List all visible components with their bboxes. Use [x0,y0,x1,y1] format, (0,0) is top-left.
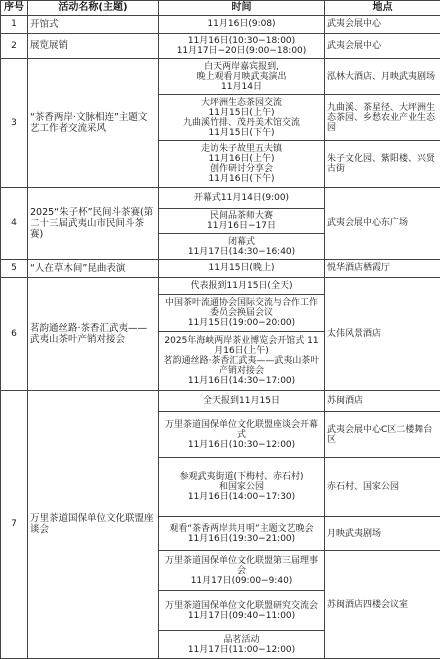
event-time: 民间品茶师大赛 11月16日−17日 [159,209,325,234]
event-name: 茗韵通丝路·茶香汇武夷——武夷山茶叶产销对接会 [28,277,159,390]
event-place: 苏闽酒店四楼会议室 [325,551,440,659]
header-no: 序号 [1,1,28,16]
event-place: 九曲溪、茶星径、大坪洲生态茶园、乡愁农业产业生态园 [325,94,440,140]
event-time: 2025年海峡两岸茶业博览会开馆式 11月16日(上午) 茗韵通丝路·茶香汇武夷——武夷山茶叶产销对接会 11月16日(14:30−17:00) [159,331,325,390]
event-place: 悦华酒店栖霞厅 [325,259,440,277]
event-time: 观看“茶香两岸共月明”主题文艺晚会 11月16日(19:30−21:00) [159,517,325,551]
table-row [1,33,440,58]
event-time: 参观武夷街道(下梅村、赤石村) 和国家公园 11月16日(14:00−17:30) [159,458,325,517]
event-time: 万里茶道国保单位文化联盟第三届理事会 11月17日(09:00−9:40) [159,551,325,591]
event-time: 闭幕式 11月17日(14:30−16:40) [159,234,325,259]
table-row [1,259,440,277]
row-number: 3 [1,59,28,188]
row-number: 6 [1,277,28,390]
event-time: 万里茶道国保单位文化联盟研究交流会 11月17日(09:40−11:00) [159,591,325,631]
event-time: 大坪洲生态茶园交流 11月15日(上午) 九曲溪竹排、茂丹美术馆交流 11月15日(下午) [159,94,325,140]
event-time: 万里茶道国保单位文化联盟座谈会开幕式 11月16日(10:30−12:00) [159,411,325,457]
event-time: 11月16日(9:08) [159,15,325,33]
table-header-row [1,1,440,16]
table-row [1,59,440,95]
event-place: 武夷会展中心C区二楼舞台区 [325,411,440,457]
header-name: 活动名称(主题) [28,1,159,16]
event-place: 武夷会展中心 [325,33,440,58]
table-row [1,15,440,33]
row-number: 1 [1,15,28,33]
header-time: 时间 [159,1,325,16]
event-place: 武夷会展中心 [325,15,440,33]
event-time: 11月15日(晚上) [159,259,325,277]
event-time: 11月16日(10:30−18:00) 11月17日−20日(9:00−18:00) [159,33,325,58]
event-place: 太伟风景酒店 [325,277,440,390]
table-row [1,187,440,208]
event-name: 展览展销 [28,33,159,58]
event-time: 走访朱子故里五夫镇 11月16日(上午) 创作研讨分享会 11月16日(下午) [159,141,325,187]
event-name: “人在草木间”昆曲表演 [28,259,159,277]
event-name: 开馆式 [28,15,159,33]
event-time: 品茗活动 11月17日(11:00−12:00) [159,631,325,659]
row-number: 7 [1,390,28,658]
event-time: 全天报到11月15日 [159,390,325,411]
event-place: 朱子文化园、紫阳楼、兴贤古街 [325,141,440,187]
event-place: 赤石村、国家公园 [325,458,440,517]
event-name: “茶香两岸·文脉相连”主题文艺工作者交流采风 [28,59,159,188]
event-name: 2025“朱子杯”民间斗茶赛(第二十三届武夷山市民间斗茶赛) [28,187,159,259]
event-time: 中国茶叶流通协会国际交流与合作工作委员会换届会议 11月15日(19:00−20:00) [159,294,325,331]
event-time: 开幕式11月14日(9:00) [159,187,325,208]
table-row [1,390,440,411]
row-number: 2 [1,33,28,58]
event-place: 武夷会展中心东广场 [325,187,440,259]
event-place: 泓林大酒店、月映武夷剧场 [325,59,440,95]
event-place: 月映武夷剧场 [325,517,440,551]
row-number: 4 [1,187,28,259]
table-row [1,277,440,294]
row-number: 5 [1,259,28,277]
event-time: 白天两岸嘉宾报到, 晚上观看月映武夷演出 11月14日 [159,59,325,95]
event-time: 代表报到11月15日(全天) [159,277,325,294]
event-place: 苏闽酒店 [325,390,440,411]
event-name: 万里茶道国保单位文化联盟座谈会 [28,390,159,658]
header-place: 地点 [325,1,440,16]
